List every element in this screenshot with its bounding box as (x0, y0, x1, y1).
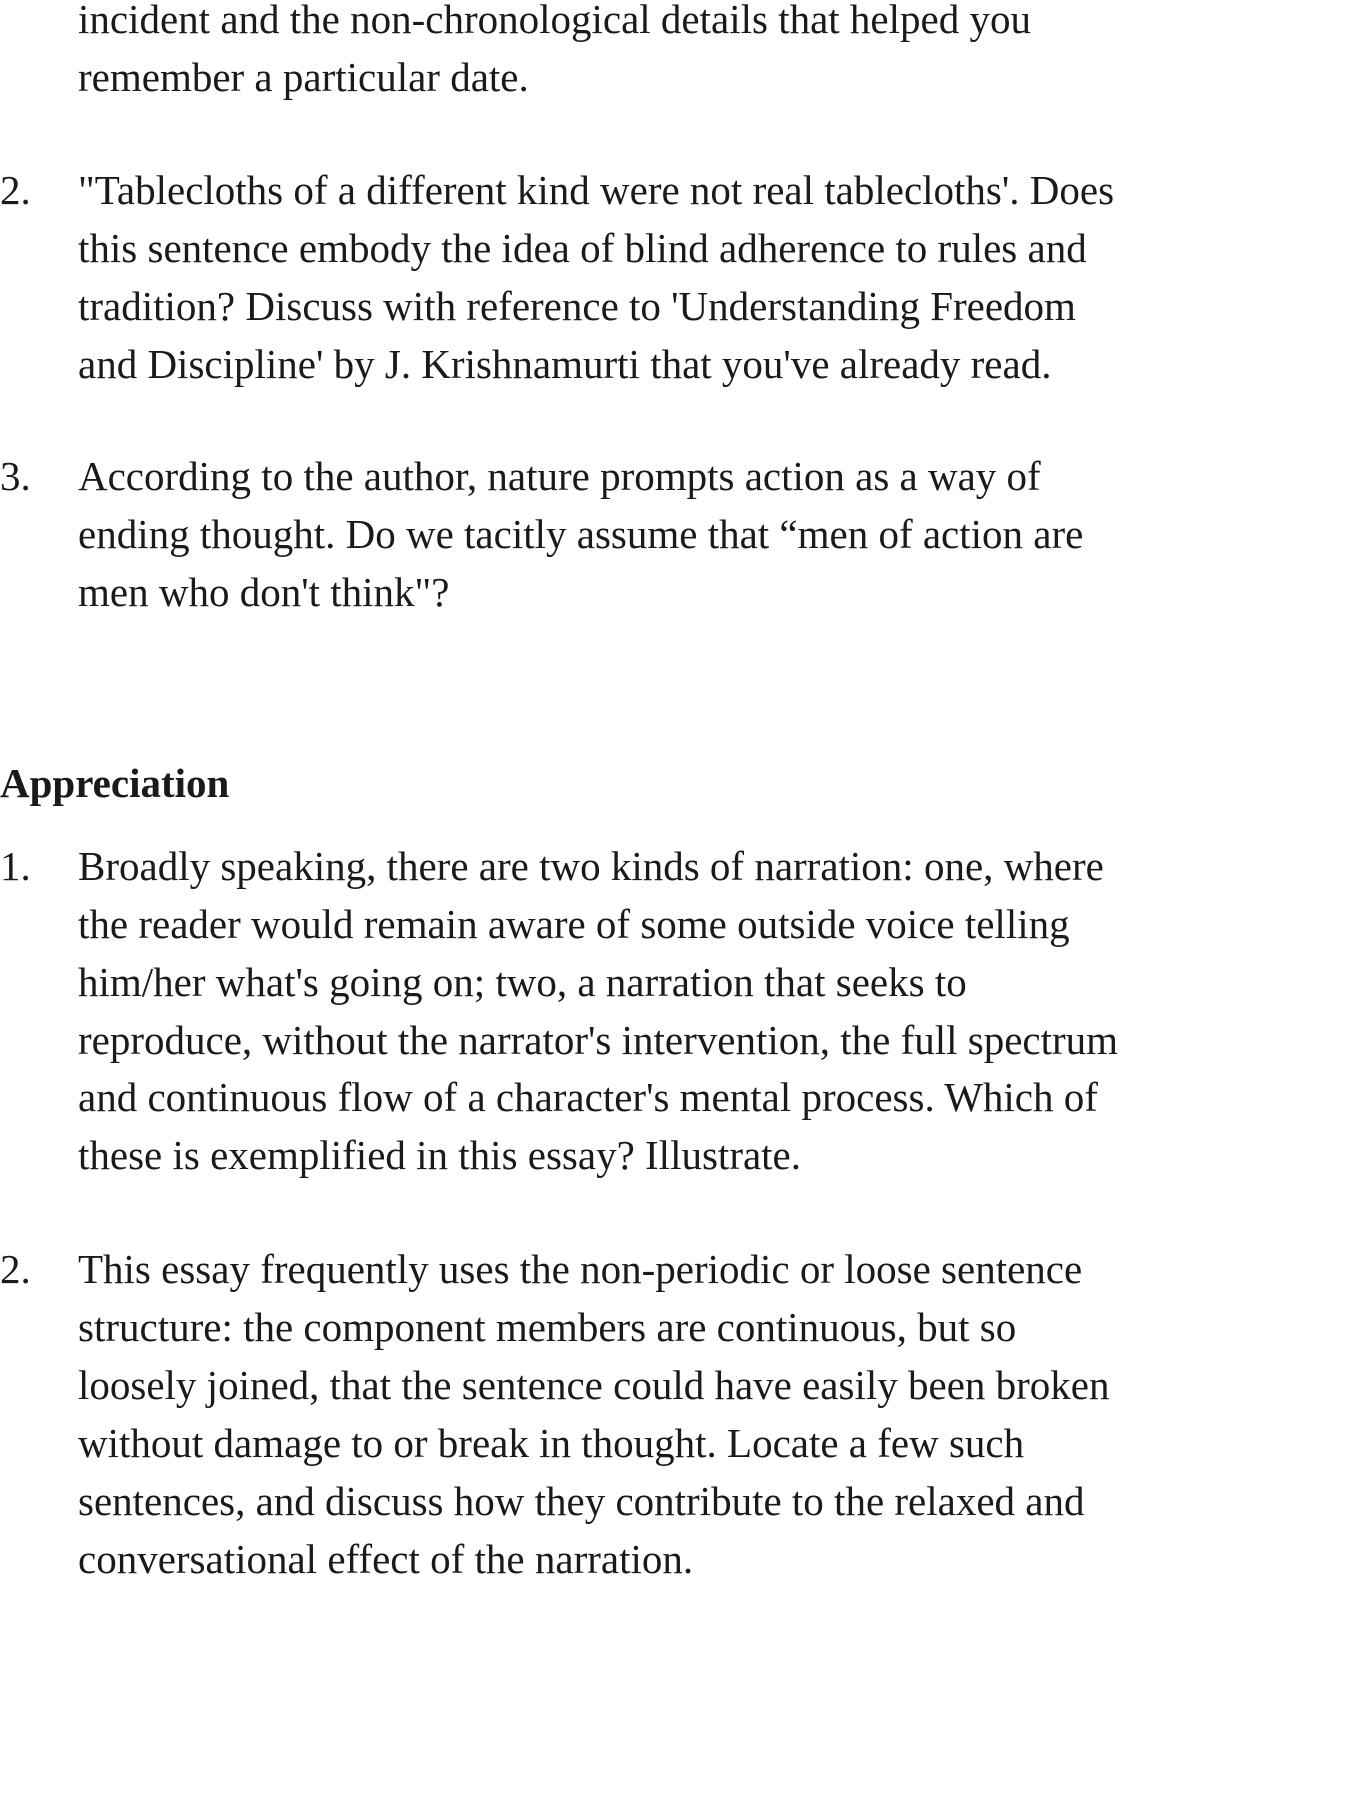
list-item-number: 1. (0, 843, 31, 889)
list-item-number: 3. (0, 453, 31, 499)
list-item-number: 2. (0, 167, 31, 213)
document-page: incident and the non-chronological details that helped you remember a particular date. 2. "Tablecloths of a different kind were not real tablecloths'. Does this sentence embody the idea of blind adherence to rules and tradition? Discuss with reference to 'Understanding Freedom and Discipline' by J. Krishnamurti that you've already read. 3. According to the author, nature prompts action as a way of ending thought. Do we tacitly assume that “men of action are men who don't think"? Appreciation 1. Broadly speaking, there are two kinds of narration: one, where the reader would remain aware of some outside voice telling him/her what's going on; two, a narration that seeks to reproduce, without the narrator's intervention, the full spectrum and continuous flow of a character's mental process. Which of these is exemplified in this essay? Illustrate. 2. This essay frequently uses the non-periodic or loose sentence structure: the component members are continuous, but so loosely joined, that the sentence could have easily been broken without damage to or break in thought. Locate a few such sentences, and discuss how they contribute to the relaxed and conversational effect of the narration. (0, 0, 1119, 1582)
section-heading: Appreciation (0, 760, 230, 806)
list-item-number: 2. (0, 1246, 31, 1292)
